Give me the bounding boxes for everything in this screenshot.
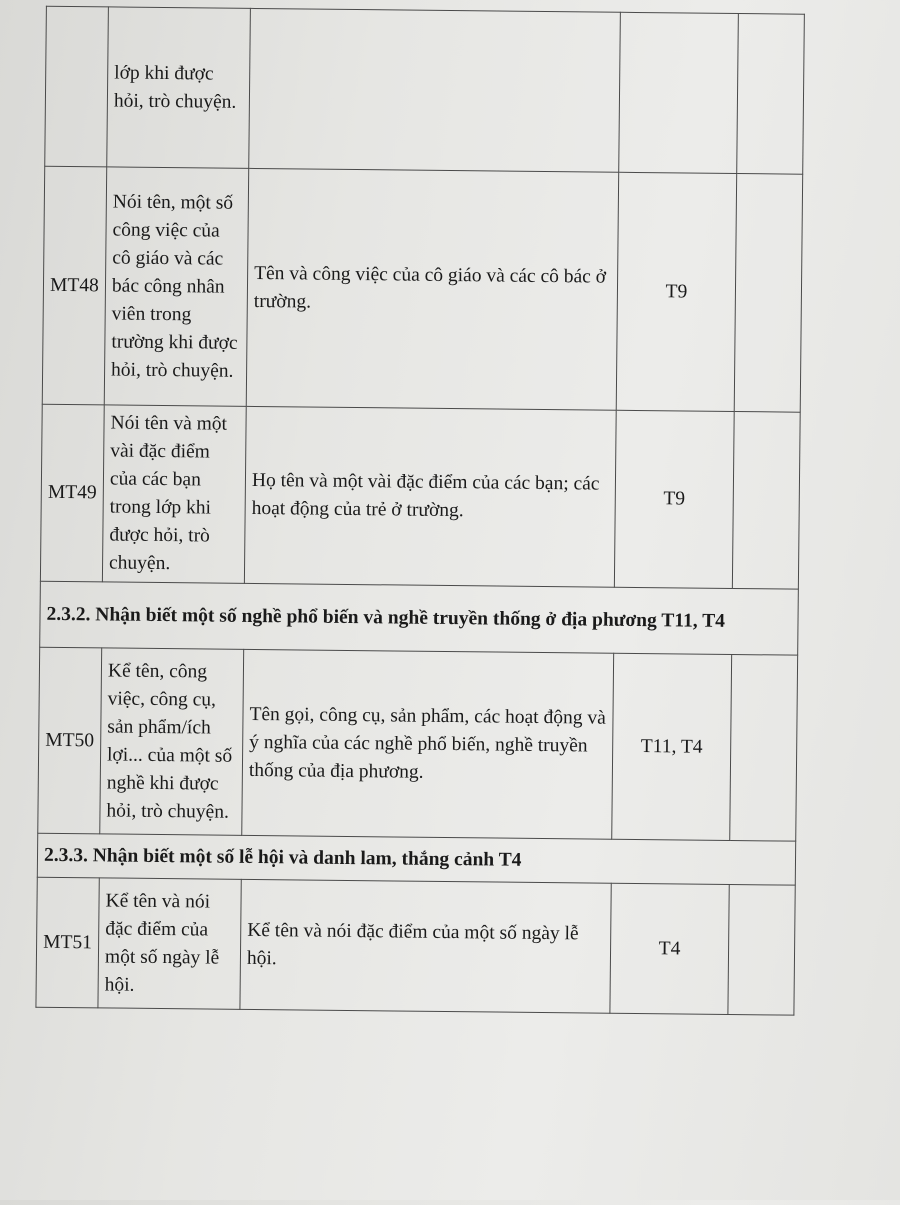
time-period: T11, T4 [612,653,732,840]
section-heading: 2.3.2. Nhận biết một số nghề phổ biến và nghề truyền thống ở địa phương T11, T4 [40,581,799,655]
objective-criterion: Kể tên, công việc, công cụ, sản phẩm/ích lợi... của một số nghề khi được hỏi, trò chuyện. [100,648,244,835]
section-heading: 2.3.3. Nhận biết một số lễ hội và danh lam, thắng cảnh T4 [37,833,795,885]
objective-code: MT51 [36,877,99,1008]
objective-criterion: lớp khi được hỏi, trò chuyện. [107,7,251,168]
objective-code [45,6,109,167]
time-period: T9 [614,410,734,588]
learning-content [249,8,621,172]
learning-content: Kể tên và nói đặc điểm của một số ngày lễ hội. [240,879,611,1013]
curriculum-table [35,6,804,1016]
learning-content: Tên gọi, công cụ, sản phẩm, các hoạt động và ý nghĩa của các nghề phổ biến, nghề truyền thống của địa phương. [242,649,614,839]
objective-criterion: Nói tên, một số công việc của cô giáo và các bác công nhân viên trong trường khi được hỏi, trò chuyện. [104,167,248,406]
notes-cell [732,411,800,589]
time-period: T4 [610,883,729,1014]
objective-code: MT48 [42,166,106,405]
notes-cell [737,14,805,175]
table-row [42,166,802,412]
objective-criterion: Nói tên và một vài đặc điểm của các bạn trong lớp khi được hỏi, trò chuyện. [102,405,246,583]
objective-code: MT49 [40,404,104,582]
time-period [619,12,739,173]
notes-cell [734,174,802,413]
objective-code: MT50 [38,647,102,834]
table-row [40,404,800,589]
time-period: T9 [616,172,736,411]
notes-cell [730,654,798,841]
section-heading-row [37,833,795,885]
section-heading-row [40,581,799,655]
learning-content: Tên và công việc của cô giáo và các cô bác ở trường. [246,168,618,410]
table-row [38,647,798,841]
table-row [36,877,795,1015]
table-row [45,6,805,174]
notes-cell [728,884,795,1015]
objective-criterion: Kể tên và nói đặc điểm của một số ngày lễ hội. [98,878,241,1009]
learning-content: Họ tên và một vài đặc điểm của các bạn; các hoạt động của trẻ ở trường. [244,406,616,587]
